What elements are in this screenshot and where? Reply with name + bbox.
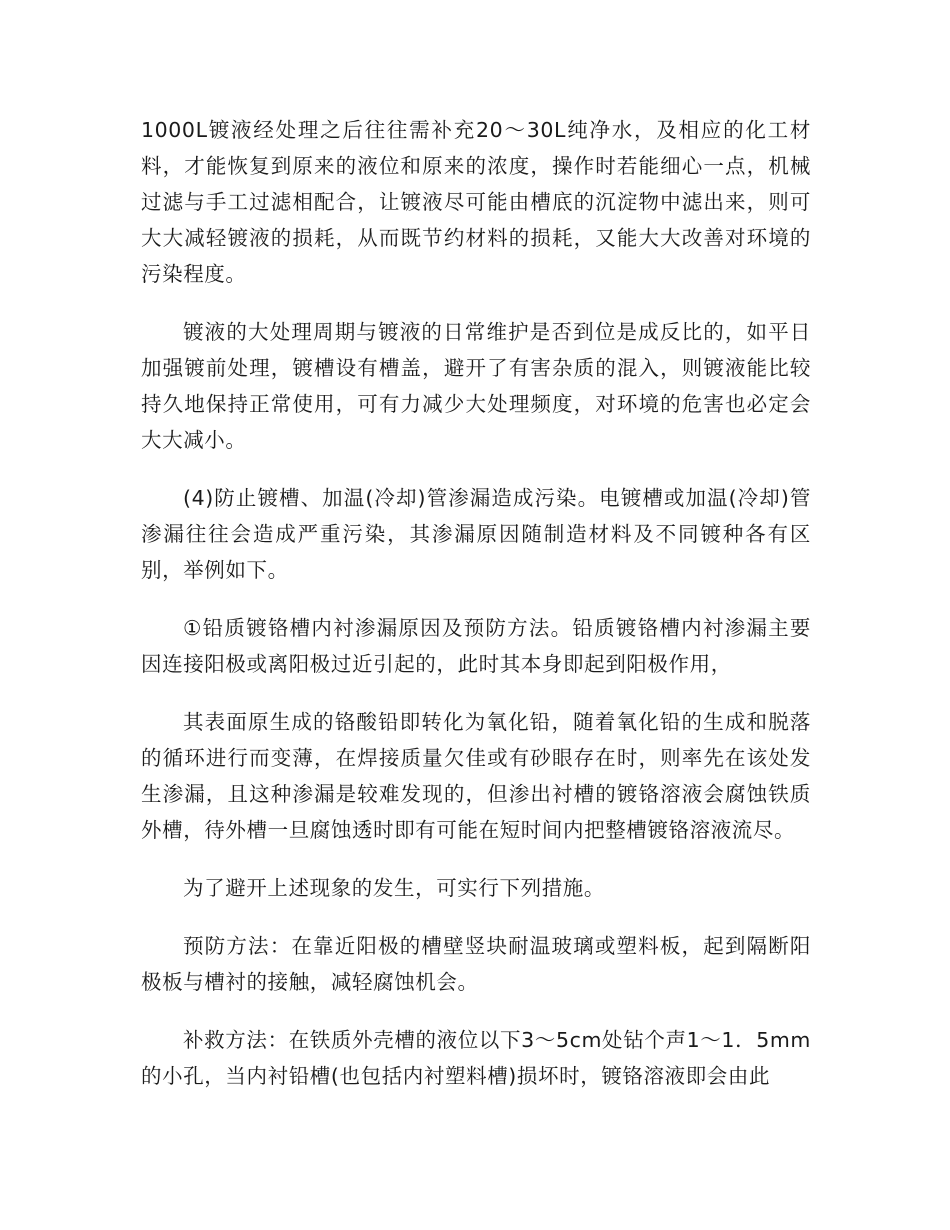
paragraph-1: 1000L镀液经处理之后往往需补充20～30L纯净水，及相应的化工材料，才能恢复到原来的液位和原来的浓度，操作时若能细心一点，机械过滤与手工过滤相配合，让镀液尽可能由槽底的沉淀物中滤出来，则可大大减轻镀液的损耗，从而既节约材料的损耗，又能大大改善对环境的污染程度。 [141,118,811,286]
paragraph-3: (4)防止镀槽、加温(冷却)管渗漏造成污染。电镀槽或加温(冷却)管渗漏往往会造成严重污染，其渗漏原因随制造材料及不同镀种各有区别，举例如下。 [141,486,811,582]
paragraph-6: 为了避开上述现象的发生，可实行下列措施。 [183,876,605,900]
paragraph-5: 其表面原生成的铬酸铅即转化为氧化铅，随着氧化铅的生成和脱落的循环进行而变薄，在焊接质量欠佳或有砂眼存在时，则率先在该处发生渗漏，且这种渗漏是较难发现的，但渗出衬槽的镀铬溶液会腐蚀铁质外槽，待外槽一旦腐蚀透时即有可能在短时间内把整槽镀铬溶液流尽。 [141,710,811,842]
paragraph-8: 补救方法：在铁质外壳槽的液位以下3～5cm处钻个声1～1．5mm的小孔，当内衬铅槽(也包括内衬塑料槽)损坏时，镀铬溶液即会由此 [141,1028,811,1088]
paragraph-4: ①铅质镀铬槽内衬渗漏原因及预防方法。铅质镀铬槽内衬渗漏主要因连接阳极或离阳极过近引起的，此时其本身即起到阳极作用， [141,616,811,676]
paragraph-7: 预防方法：在靠近阳极的槽壁竖块耐温玻璃或塑料板，起到隔断阳极板与槽衬的接触，减轻腐蚀机会。 [141,934,811,994]
paragraph-2: 镀液的大处理周期与镀液的日常维护是否到位是成反比的，如平日加强镀前处理，镀槽设有槽盖，避开了有害杂质的混入，则镀液能比较持久地保持正常使用，可有力减少大处理频度，对环境的危害也必定会大大减小。 [141,320,811,452]
document-body [141,112,811,1116]
